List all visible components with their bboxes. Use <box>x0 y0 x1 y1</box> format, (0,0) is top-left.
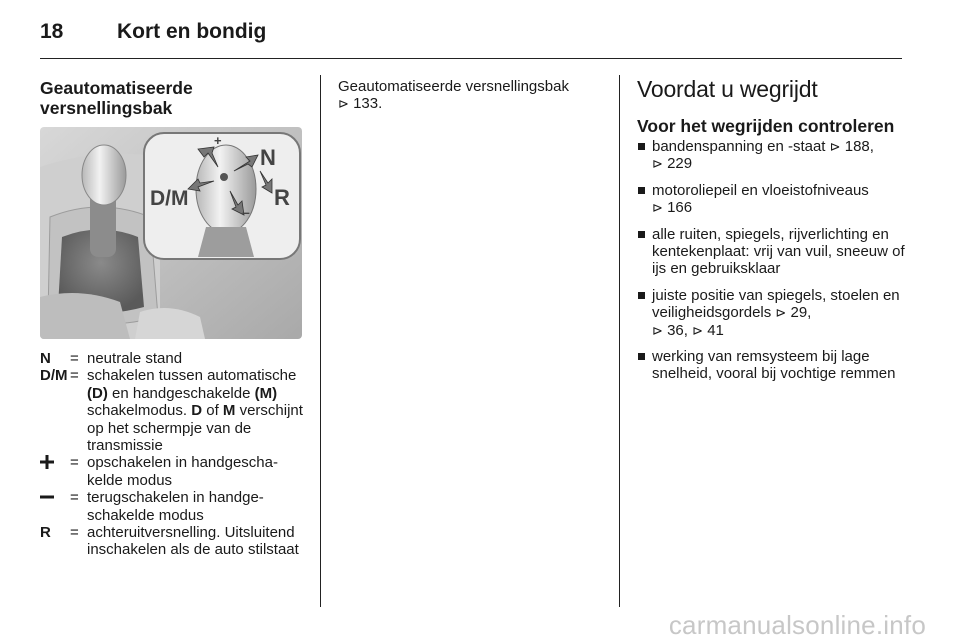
section-heading-line2: versnellingsbak <box>40 98 173 118</box>
reference-arrow-icon: ⊳ <box>652 322 663 338</box>
checklist <box>637 138 907 383</box>
legend-key: R <box>40 524 51 542</box>
legend-description: opschakelen in handgeschakelde modus <box>87 454 278 489</box>
legend-description: achteruitversnelling. Uitsluitend inschakelen als de auto stilstaat <box>87 524 299 559</box>
legend-row <box>40 489 306 524</box>
legend-row <box>40 454 306 489</box>
column-divider-left <box>320 75 321 607</box>
desc-part: of <box>202 402 223 420</box>
reference-page: 166 <box>667 199 693 217</box>
legend-row <box>40 350 306 367</box>
reference-arrow-icon: ⊳ <box>652 200 663 216</box>
reference-page: 188, <box>844 138 874 155</box>
figure-r-label: R <box>274 185 290 210</box>
desc-part-bold: (D) <box>87 384 108 402</box>
legend-key: N <box>40 350 51 367</box>
chapter-title: Kort en bondig <box>117 20 267 43</box>
reference-arrow-icon: ⊳ <box>775 305 787 321</box>
reference-page: 29, <box>790 304 812 322</box>
figure-n-label: N <box>260 145 276 170</box>
reference-arrow-icon: ⊳ <box>338 96 349 112</box>
list-item <box>637 287 907 339</box>
left-column <box>40 78 308 118</box>
desc-part: schakelen tussen automatische <box>87 367 297 385</box>
section-title: Voordat u wegrijdt <box>637 76 818 102</box>
list-item-text: motoroliepeil en vloeistofniveaus <box>652 181 869 199</box>
reference-page: 36, <box>667 321 688 339</box>
figure-dm-label: D/M <box>150 187 189 210</box>
desc-part-bold: M <box>222 402 236 420</box>
list-item-text: bandenspanning en -staat <box>652 138 830 155</box>
list-item <box>637 226 907 278</box>
figure-plus-label: + <box>214 133 222 148</box>
figure-minus-label: – <box>242 204 250 220</box>
gear-lever-illustration <box>40 127 302 339</box>
legend-equals: = <box>70 489 79 507</box>
legend-description <box>87 367 306 454</box>
reference-page: 41 <box>707 321 724 339</box>
desc-part: en handgeschakelde <box>107 384 255 402</box>
legend-description: neutrale stand <box>87 350 183 367</box>
right-column <box>637 74 907 392</box>
desc-part-bold: (M) <box>254 384 278 402</box>
list-item-text: juiste positie van spiegels, stoelen en veiligheidsgordels <box>652 286 900 322</box>
legend-row <box>40 524 306 559</box>
legend-equals: = <box>70 454 79 472</box>
minus-icon <box>40 489 70 524</box>
list-item <box>637 348 907 383</box>
reference-page: 229 <box>667 155 693 173</box>
list-item <box>637 138 907 173</box>
page-header <box>40 14 902 54</box>
column-divider-right <box>619 75 620 607</box>
legend-description: terugschakelen in handgeschakelde modus <box>87 489 264 524</box>
legend-equals: = <box>70 350 79 367</box>
reference-arrow-icon: ⊳ <box>692 322 704 338</box>
reference-arrow-icon: ⊳ <box>829 139 841 154</box>
watermark: carmanualsonline.info <box>668 610 926 640</box>
legend-row <box>40 367 306 454</box>
reference-page: 133. <box>353 95 383 113</box>
section-heading <box>40 78 308 118</box>
desc-part-bold: D <box>191 402 203 420</box>
middle-column <box>338 78 606 113</box>
legend-equals: = <box>70 524 79 542</box>
desc-part: verschijnt op het schermpje van de transmissie <box>87 402 303 455</box>
gear-lever-figure <box>40 127 302 339</box>
legend-equals: = <box>70 367 79 385</box>
section-heading-line1: Geautomatiseerde <box>40 78 193 98</box>
legend-list <box>40 350 306 559</box>
list-item <box>637 182 907 217</box>
desc-part: schakelmodus. <box>87 402 192 420</box>
plus-icon <box>40 454 70 489</box>
reference-arrow-icon: ⊳ <box>652 156 663 172</box>
page-number: 18 <box>40 20 64 43</box>
header-divider <box>40 58 902 59</box>
cross-reference-text: Geautomatiseerde versnellingsbak <box>338 78 569 95</box>
list-item-text: werking van remsysteem bij lage snelheid, vooral bij vochtige remmen <box>652 348 896 383</box>
list-item-text: alle ruiten, spiegels, rijverlichting en kentekenplaat: vrij van vuil, sneeuw of ijs en gebruiksklaar <box>652 225 905 278</box>
cross-reference <box>338 95 606 112</box>
legend-key: D/M <box>40 367 68 385</box>
section-subtitle: Voor het wegrijden controleren <box>637 116 895 136</box>
